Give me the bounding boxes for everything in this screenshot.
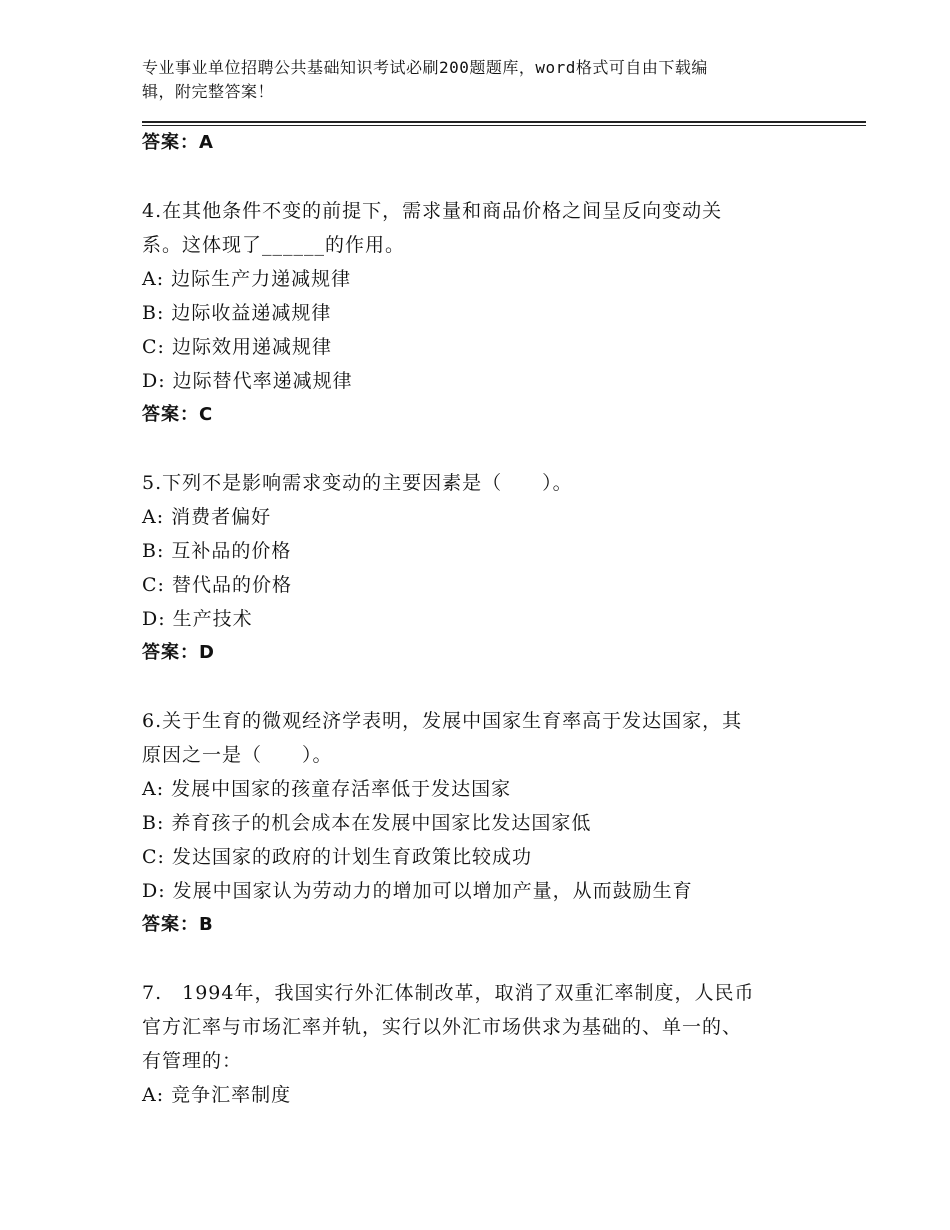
answer: 答案：B — [142, 914, 214, 935]
question-stem: 原因之一是（ ）。 — [142, 744, 333, 766]
document-header — [142, 56, 792, 104]
option-a: A: 发展中国家的孩童存活率低于发达国家 — [142, 778, 512, 800]
question-6 — [142, 704, 822, 942]
answer-prev: 答案：A — [142, 132, 214, 153]
option-b: B: 养育孩子的机会成本在发展中国家比发达国家低 — [142, 812, 592, 834]
option-b: B: 互补品的价格 — [142, 540, 292, 562]
question-stem: 6.关于生育的微观经济学表明，发展中国家生育率高于发达国家，其 — [142, 710, 743, 732]
option-d: D: 生产技术 — [142, 608, 253, 630]
option-a: A: 边际生产力递减规律 — [142, 268, 352, 290]
header-divider-thick — [142, 121, 866, 123]
question-7 — [142, 976, 822, 1112]
option-d: D: 边际替代率递减规律 — [142, 370, 353, 392]
question-4 — [142, 194, 822, 432]
option-c: C: 边际效用递减规律 — [142, 336, 332, 358]
question-stem: 系。这体现了______的作用。 — [142, 234, 406, 256]
option-c: C: 替代品的价格 — [142, 574, 292, 596]
header-line-2: 辑，附完整答案！ — [142, 82, 275, 101]
question-stem: 5.下列不是影响需求变动的主要因素是（ ）。 — [142, 472, 573, 494]
option-a: A: 竞争汇率制度 — [142, 1084, 292, 1106]
question-list — [142, 126, 822, 1112]
answer: 答案：D — [142, 642, 215, 663]
option-d: D: 发展中国家认为劳动力的增加可以增加产量，从而鼓励生育 — [142, 880, 693, 902]
question-stem: 7. 1994年，我国实行外汇体制改革，取消了双重汇率制度，人民币 — [142, 982, 755, 1004]
option-b: B: 边际收益递减规律 — [142, 302, 332, 324]
option-a: A: 消费者偏好 — [142, 506, 272, 528]
answer: 答案：C — [142, 404, 214, 425]
header-line-1: 专业事业单位招聘公共基础知识考试必刷200题题库，word格式可自由下载编 — [142, 58, 708, 77]
question-5 — [142, 466, 822, 670]
option-c: C: 发达国家的政府的计划生育政策比较成功 — [142, 846, 532, 868]
question-stem: 官方汇率与市场汇率并轨，实行以外汇市场供求为基础的、单一的、 — [142, 1016, 743, 1038]
question-stem: 有管理的： — [142, 1050, 243, 1072]
question-stem: 4.在其他条件不变的前提下，需求量和商品价格之间呈反向变动关 — [142, 200, 723, 222]
